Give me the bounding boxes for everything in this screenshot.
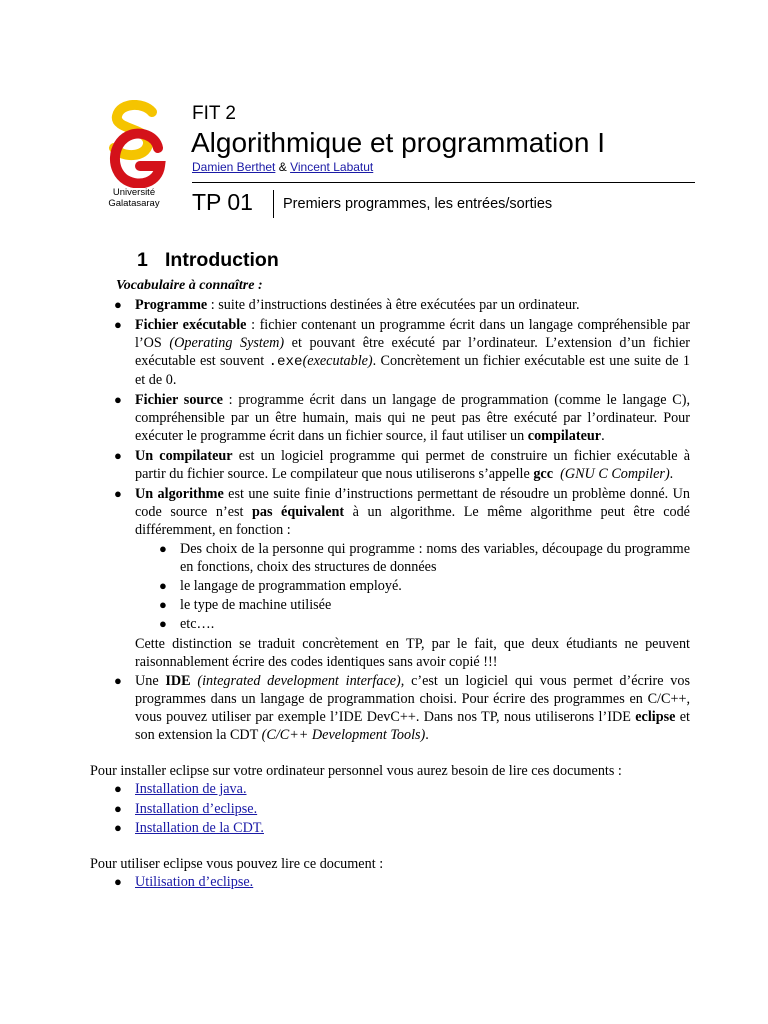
university-line-2: Galatasaray — [108, 198, 160, 209]
gcc-expansion: (GNU C Compiler) — [560, 466, 670, 483]
list-item — [159, 615, 690, 633]
section-title: Introduction — [165, 249, 279, 271]
term-executable: Fichier exécutable — [135, 316, 247, 333]
definition-text: et son extension la CDT — [135, 708, 690, 744]
course-code: FIT 2 — [192, 103, 236, 124]
install-links-list — [114, 780, 690, 838]
tp-label: TP 01 — [192, 189, 253, 215]
bullet-icon: ● — [114, 874, 122, 890]
algorithm-factors-list — [159, 540, 690, 634]
document-body — [90, 296, 690, 893]
term-pas-equivalent: pas équivalent — [252, 504, 345, 521]
gs-logo-icon — [100, 100, 168, 188]
usage-links-list — [114, 873, 690, 891]
install-cdt-link[interactable]: Installation de la CDT. — [135, 820, 264, 837]
bullet-icon: ● — [114, 297, 122, 312]
section-heading — [137, 249, 279, 272]
term-eclipse: eclipse — [635, 708, 676, 725]
sub-item-text: le langage de programmation employé. — [180, 578, 402, 595]
term-compilateur: Un compilateur — [135, 448, 233, 465]
bullet-icon: ● — [114, 800, 122, 816]
bullet-icon: ● — [159, 597, 167, 613]
install-java-link[interactable]: Installation de java. — [135, 781, 247, 798]
install-intro: Pour installer eclipse sur votre ordinateur personnel vous aurez besoin de lire ces documents : — [90, 762, 622, 779]
definition-text: . — [425, 727, 429, 744]
distinction-paragraph: Cette distinction se traduit concrètement en TP, par le fait, que deux étudiants ne peuvent raisonnablement écrire des codes identiques sans avoir copié !!! — [135, 636, 690, 671]
bullet-icon: ● — [159, 616, 167, 632]
definition-text: . — [669, 466, 674, 483]
list-item-algorithme — [114, 485, 690, 634]
author-link-berthet[interactable]: Damien Berthet — [192, 160, 276, 174]
definition-text: et pouvant être exécuté par l’ordinateur. L’extension d’un fichier exécutable est souvent — [135, 334, 691, 370]
university-line-1: Université — [112, 187, 156, 198]
definition-text: . — [601, 428, 605, 445]
tp-subtitle: Premiers programmes, les entrées/sorties — [283, 196, 553, 212]
course-title: Algorithmique et programmation I — [191, 127, 605, 158]
exe-expansion: (executable) — [302, 353, 373, 370]
bullet-icon: ● — [159, 578, 167, 594]
author-link-labatut[interactable]: Vincent Labatut — [290, 160, 374, 174]
bullet-icon: ● — [114, 448, 122, 464]
list-item — [114, 780, 690, 798]
sub-item-text: le type de machine utilisée — [180, 597, 332, 614]
vocabulary-title: Vocabulaire à connaître : — [116, 278, 263, 293]
bullet-icon: ● — [159, 540, 167, 556]
term-ide: IDE — [165, 672, 191, 689]
definition-text: : programme écrit dans un langage de programmation (comme le langage C), compréhensible par un être humain, mais qui ne peut pas être exécuté par l’ordinateur. Pour exécuter le programme écrit dans un fichier source, il faut utiliser un — [135, 392, 690, 445]
vocabulary-list — [114, 296, 691, 634]
header-divider — [192, 182, 695, 183]
os-expansion: (Operating System) — [169, 334, 285, 351]
list-item-executable — [114, 316, 691, 390]
definition-text: est une suite finie d’instructions permettant de résoudre un problème donné. Un code source n’est — [135, 486, 690, 521]
definition-text: : suite d’instructions destinées à être exécutées par un ordinateur. — [207, 297, 580, 313]
usage-eclipse-link[interactable]: Utilisation d’eclipse. — [135, 874, 254, 891]
term-gcc: gcc — [533, 466, 554, 483]
term-compilateur-inline: compilateur — [527, 428, 602, 445]
definition-text: . Concrètement un fichier exécutable est une suite de 1 et de 0. — [135, 353, 691, 389]
list-item — [159, 577, 690, 595]
definition-text: est un logiciel programme qui permet de construire un fichier exécutable à partir du fichier source. Le compilateur que nous utiliserons s’appelle — [135, 448, 690, 483]
term-programme: Programme — [135, 297, 208, 313]
list-item — [159, 540, 690, 576]
ide-list — [114, 672, 690, 745]
list-item — [114, 819, 690, 837]
section-number: 1 — [137, 249, 148, 271]
usage-intro: Pour utiliser eclipse vous pouvez lire ce document : — [90, 856, 384, 873]
university-logo — [100, 100, 168, 188]
definition-text: : fichier contenant un programme écrit dans un langage compréhensible par l’OS — [135, 316, 690, 351]
university-name — [96, 187, 172, 209]
list-item-source — [114, 391, 690, 446]
sub-item-text: etc…. — [180, 616, 215, 633]
bullet-icon: ● — [114, 820, 122, 836]
list-item — [159, 596, 690, 614]
list-item-programme — [114, 296, 690, 314]
list-item — [114, 800, 690, 818]
tp-separator — [273, 190, 274, 218]
install-eclipse-link[interactable]: Installation d’eclipse. — [135, 800, 258, 817]
list-item-ide — [114, 672, 690, 745]
bullet-icon: ● — [114, 486, 122, 502]
exe-extension: .exe — [268, 354, 303, 371]
term-algorithme: Un algorithme — [135, 486, 224, 503]
bullet-icon: ● — [114, 672, 122, 688]
ide-expansion: (integrated development interface), — [197, 672, 405, 689]
definition-text: Une — [135, 672, 166, 689]
term-source: Fichier source — [135, 392, 223, 409]
authors — [192, 160, 373, 174]
definition-text: c’est un logiciel qui vous permet d’écrire vos programmes dans un langage de programmation choisi. Pour écrire des programmes en C/C++, vous pouvez utiliser par exemple l’IDE DevC++. Dans nos TP, nous utiliserons l’IDE — [135, 672, 690, 725]
list-item — [114, 873, 690, 891]
bullet-icon: ● — [114, 781, 122, 797]
list-item-compilateur — [114, 447, 690, 483]
bullet-icon: ● — [114, 392, 122, 408]
sub-item-text: Des choix de la personne qui programme : noms des variables, découpage du programme en fonctions, choix des structures de données — [180, 540, 690, 575]
bullet-icon: ● — [114, 316, 122, 332]
author-separator: & — [278, 160, 287, 174]
definition-text: à un algorithme. Le même algorithme peut être codé différemment, en fonction : — [135, 504, 690, 539]
cdt-expansion: (C/C++ Development Tools) — [261, 727, 426, 744]
